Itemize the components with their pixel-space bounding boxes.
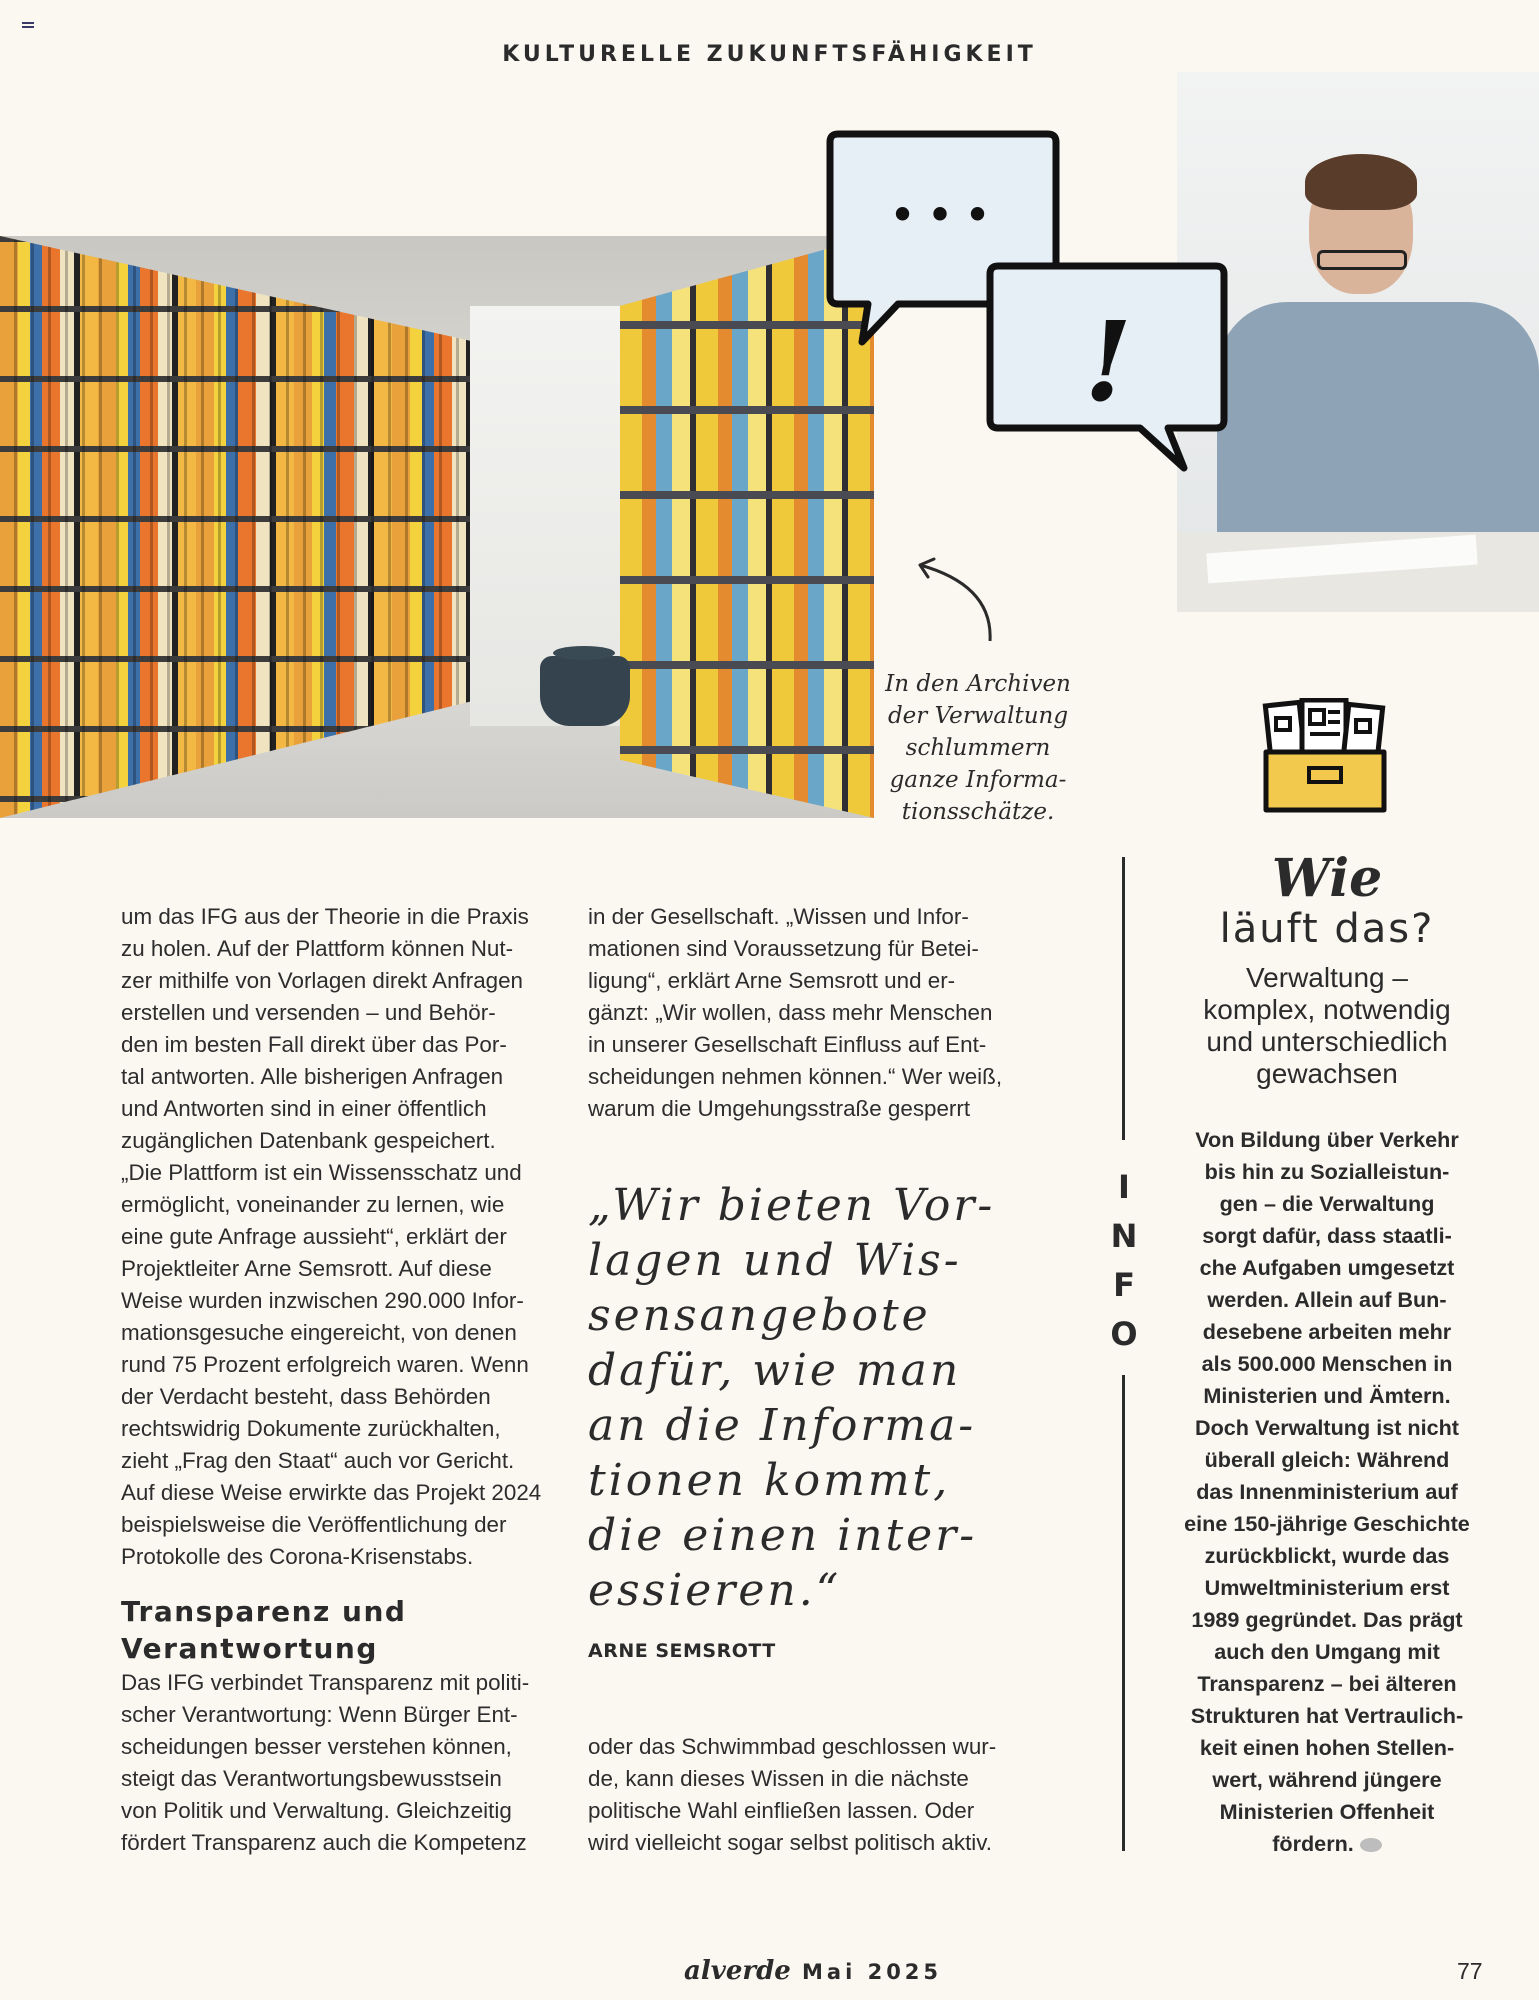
text-line: Projektleiter Arne Semsrott. Auf diese — [121, 1256, 492, 1281]
article-column-2 — [588, 901, 1019, 1125]
text-line: wird vielleicht sogar selbst politisch aktiv. — [588, 1830, 993, 1855]
pull-quote: „Wir bieten Vor- lagen und Wis- sensangebote dafür, wie man an die Informa- tionen kommt, die einen inter- essieren.“ — [588, 1180, 996, 1616]
text-line: de, kann dieses Wissen in die nächste — [588, 1766, 969, 1791]
step-stool — [540, 656, 630, 726]
info-divider-top — [1122, 857, 1125, 1140]
text-line: mationen sind Voraussetzung für Betei- — [588, 936, 979, 961]
text-line: rund 75 Prozent erfolgreich waren. Wenn — [121, 1352, 529, 1377]
end-mark-icon — [1360, 1838, 1382, 1852]
info-subtitle: Verwaltung – komplex, notwendig und unterschiedlich gewachsen — [1203, 962, 1451, 1089]
text-line: scheidungen nehmen können.“ Wer weiß, — [588, 1064, 1003, 1089]
section-title: KULTURELLE ZUKUNFTSFÄHIGKEIT — [502, 42, 1037, 67]
info-title-laeuft: läuft das? — [1219, 906, 1435, 952]
text-line: scheidungen besser verstehen können, — [121, 1734, 512, 1759]
text-line: beispielsweise die Veröffentlichung der — [121, 1512, 507, 1537]
info-title-wie: Wie — [1271, 848, 1383, 909]
article-column-2-continued — [588, 1731, 1019, 1859]
text-line: eine gute Anfrage aussieht“, erklärt der — [121, 1224, 507, 1249]
text-line: in unserer Gesellschaft Einfluss auf Ent- — [588, 1032, 987, 1057]
text-line: scher Verantwortung: Wenn Bürger Ent- — [121, 1702, 518, 1727]
issue-date: Mai 2025 — [802, 1960, 943, 1984]
speech-bubbles-icon — [820, 128, 1230, 478]
text-line: zer mithilfe von Vorlagen direkt Anfragen — [121, 968, 524, 993]
text-line: tal antworten. Alle bisherigen Anfragen — [121, 1064, 504, 1089]
page-number: 77 — [1457, 1958, 1483, 1984]
menu-icon[interactable] — [22, 22, 34, 32]
text-line: zu holen. Auf der Plattform können Nut- — [121, 936, 514, 961]
text-line: um das IFG aus der Theorie in die Praxis — [121, 904, 529, 929]
text-line: politische Wahl einfließen lassen. Oder — [588, 1798, 975, 1823]
text-line: oder das Schwimmbad geschlossen wur- — [588, 1734, 997, 1759]
text-line: warum die Umgehungsstraße gesperrt — [588, 1096, 971, 1121]
text-line: erstellen und versenden – und Behör- — [121, 1000, 496, 1025]
text-line: „Die Plattform ist ein Wissensschatz und — [121, 1160, 522, 1185]
article-column-1 — [121, 901, 552, 1573]
text-line: den im besten Fall direkt über das Por- — [121, 1032, 507, 1057]
text-line: rechtswidrig Dokumente zurückhalten, — [121, 1416, 501, 1441]
folder-documents-icon — [1262, 698, 1388, 814]
curved-arrow-icon — [912, 555, 1002, 645]
bubble-exclamation: ! — [1083, 297, 1133, 426]
text-line: Protokolle des Corona-Krisenstabs. — [121, 1544, 474, 1569]
article-column-1-continued — [121, 1667, 552, 1859]
text-line: in der Gesellschaft. „Wissen und Infor- — [588, 904, 969, 929]
subheading: Transparenz und Verantwortung — [121, 1595, 407, 1665]
text-line: zugänglichen Datenbank gespeichert. — [121, 1128, 496, 1153]
text-line: der Verdacht besteht, dass Behörden — [121, 1384, 491, 1409]
text-line: Das IFG verbindet Transparenz mit politi- — [121, 1670, 530, 1695]
archive-photo — [0, 236, 874, 818]
text-line: von Politik und Verwaltung. Gleichzeitig — [121, 1798, 512, 1823]
info-label: I N F O — [1110, 1168, 1138, 1353]
info-body: Von Bildung über Verkehr bis hin zu Sozialleistun- gen – die Verwaltung sorgt dafür, dass staatli- che Aufgaben umgesetzt werden. Allein auf Bun- desebene arbeiten mehr als 500.000 Menschen in Ministerien und Ämtern. Doch Verwaltung ist nicht überall gleich: Während das Innenministerium auf eine 150-jährige Geschichte zurückblickt, wurde das Umweltministerium erst 1989 gegründet. Das prägt auch den Umgang mit Transparenz – bei älteren Strukturen hat Vertraulich- keit einen hohen Stellen- wert, während jüngere Ministerien Offenheit fördern. — [1184, 1127, 1470, 1856]
magazine-logo: alverde — [684, 1956, 791, 1986]
text-line: steigt das Verantwortungsbewusstsein — [121, 1766, 502, 1791]
text-line: Weise wurden inzwischen 290.000 Infor- — [121, 1288, 524, 1313]
text-line: zieht „Frag den Staat“ auch vor Gericht. — [121, 1448, 515, 1473]
text-line: ermöglicht, voneinander zu lernen, wie — [121, 1192, 505, 1217]
man-reading-photo — [1177, 72, 1539, 612]
info-divider-bottom — [1122, 1375, 1125, 1851]
text-line: ligung“, erklärt Arne Semsrott und er- — [588, 968, 956, 993]
quote-author: ARNE SEMSROTT — [588, 1640, 776, 1662]
text-line: mationsgesuche eingereicht, von denen — [121, 1320, 517, 1345]
text-line: Auf diese Weise erwirkte das Projekt 2024 — [121, 1480, 542, 1505]
bubble-dots: • • • — [890, 193, 990, 237]
text-line: und Antworten sind in einer öffentlich — [121, 1096, 487, 1121]
text-line: gänzt: „Wir wollen, dass mehr Menschen — [588, 1000, 993, 1025]
photo-caption: In den Archiven der Verwaltung schlummern ganze Informa- tionsschätze. — [885, 671, 1071, 825]
text-line: fördert Transparenz auch die Kompetenz — [121, 1830, 527, 1855]
